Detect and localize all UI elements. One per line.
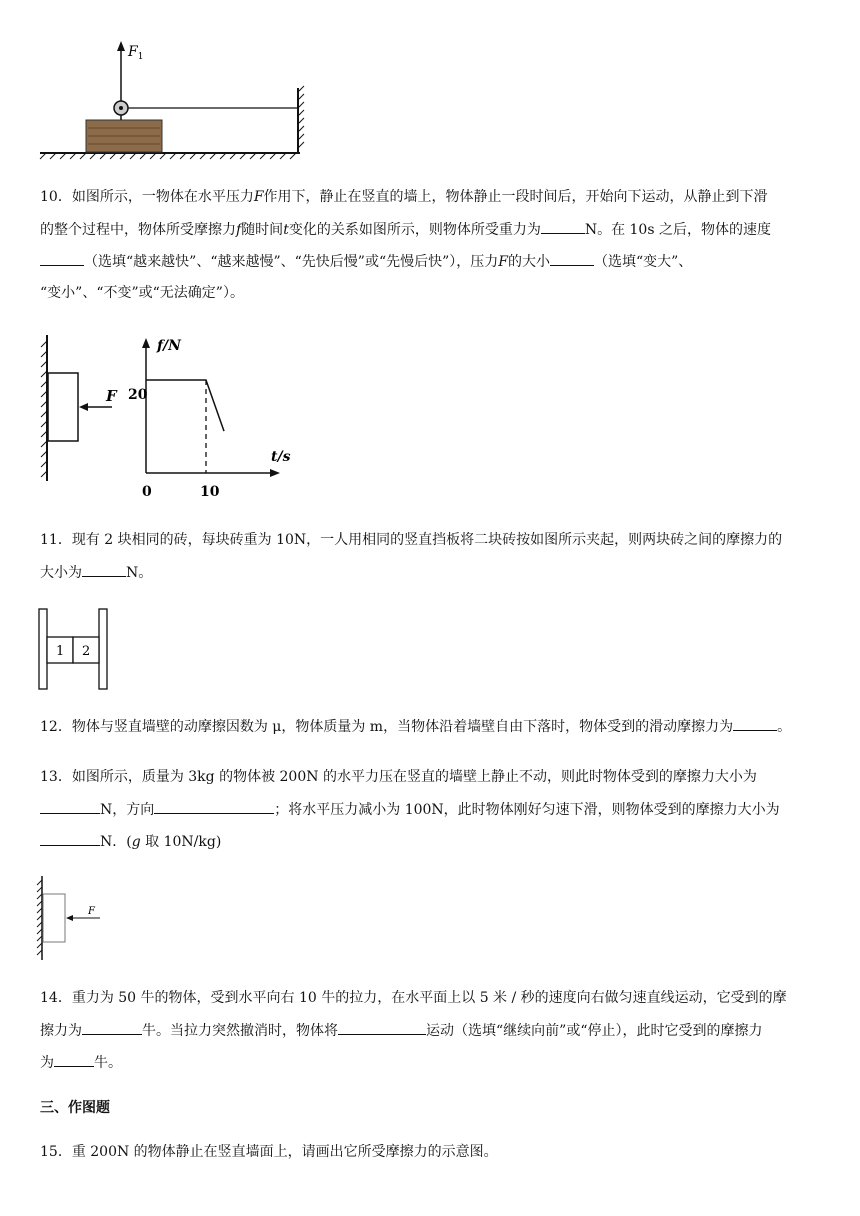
figure-bricks-between-boards [36, 607, 116, 692]
q13-line-2: N，方向 ；将水平压力减小为 100N，此时物体刚好匀速下滑，则物体受到的摩擦力大小为 [40, 799, 780, 820]
answer-blank[interactable] [82, 1020, 142, 1035]
force-label-f: F [106, 387, 117, 405]
q10-line-2: 的整个过程中，物体所受摩擦力f随时间t变化的关系如图所示，则物体所受重力为 N。在 10s 之后，物体的速度 [40, 219, 771, 240]
svg-text:2: 2 [82, 644, 91, 659]
y-tick-label: 20 [128, 387, 148, 403]
answer-blank[interactable] [82, 562, 126, 577]
q10-line-3: （选填“越来越快”、“越来越慢”、“先快后慢”或“先慢后快”），压力F的大小 （选填“变大”、 [40, 251, 692, 272]
q10-line-4: “变小”、“不变”或“无法确定”）。 [40, 285, 244, 301]
answer-blank[interactable] [338, 1020, 426, 1035]
left-board [39, 609, 47, 689]
q11-line-2: 大小为 N。 [40, 562, 152, 583]
q15-line-1: 15．重 200N 的物体静止在竖直墙面上，请画出它所受摩擦力的示意图。 [40, 1144, 498, 1160]
svg-text:1: 1 [56, 644, 65, 659]
q12-line-1: 12．物体与竖直墙壁的动摩擦因数为 μ，物体质量为 m，当物体沿着墙壁自由下落时，物体受到的滑动摩擦力为 。 [40, 716, 791, 737]
section-title: 三、作图题 [40, 1100, 110, 1116]
x-axis-label: t/s [271, 449, 291, 465]
x-axis-arrow-icon [270, 469, 280, 477]
answer-blank[interactable] [40, 799, 100, 814]
figure-wall-block [40, 333, 130, 483]
block [48, 373, 78, 441]
arrow-left-icon [79, 403, 88, 411]
figure-block-pulley [38, 36, 308, 161]
q13-line-3: N．(g 取 10N/kg) [40, 831, 221, 852]
answer-blank[interactable] [40, 831, 100, 846]
arrow-up-icon [117, 41, 125, 51]
origin-label: 0 [142, 484, 152, 500]
answer-blank[interactable] [54, 1052, 94, 1067]
q11-line-1: 11．现有 2 块相同的砖，每块砖重为 10N，一人用相同的竖直挡板将二块砖按如图所示夹起，则两块砖之间的摩擦力的 [40, 532, 783, 548]
force-label-f1: $F_1$ [128, 44, 144, 62]
force-label-f: F [88, 906, 95, 917]
friction-time-chart [125, 333, 291, 503]
q14-line-3: 为 牛。 [40, 1052, 122, 1073]
q13-line-1: 13．如图所示，质量为 3kg 的物体被 200N 的水平力压在竖直的墙壁上静止不动，则此时物体受到的摩擦力大小为 [40, 769, 757, 785]
right-board [99, 609, 107, 689]
block [43, 894, 65, 942]
q14-line-1: 14．重力为 50 牛的物体，受到水平向右 10 牛的拉力，在水平面上以 5 米 / 秒的速度向右做匀速直线运动，它受到的摩 [40, 990, 787, 1006]
answer-blank[interactable] [550, 251, 594, 266]
y-axis-label: f/N [157, 338, 181, 354]
answer-blank[interactable] [733, 716, 777, 731]
figure-wall-block-small [36, 874, 106, 962]
y-axis-arrow-icon [142, 338, 150, 348]
answer-blank[interactable] [154, 799, 274, 814]
q14-line-2: 擦力为 牛。当拉力突然撤消时，物体将 运动（选填“继续向前”或“停止），此时它受到的摩擦力 [40, 1020, 762, 1041]
arrow-left-icon [66, 915, 73, 921]
q10-line-1: 10．如图所示，一物体在水平压力F作用下，静止在竖直的墙上，物体静止一段时间后，开始向下运动，从静止到下滑 [40, 189, 768, 205]
series-line [146, 380, 224, 431]
answer-blank[interactable] [40, 251, 84, 266]
x-tick-label: 10 [200, 484, 220, 500]
answer-blank[interactable] [541, 219, 585, 234]
